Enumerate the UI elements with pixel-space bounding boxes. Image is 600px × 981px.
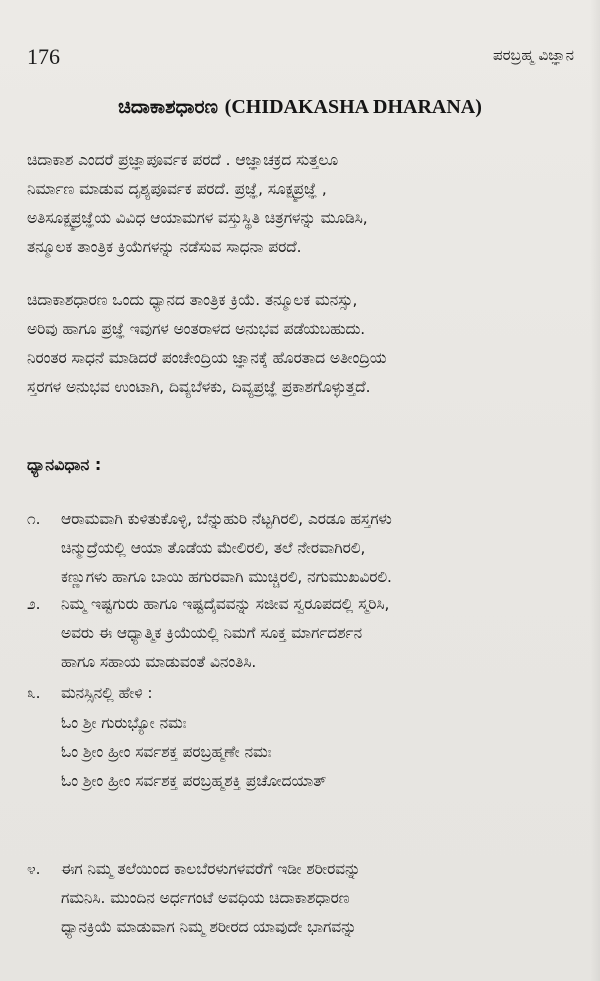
mantra-line: ಓಂ ಶ್ರೀ ಗುರುಭ್ಯೋ ನಮಃ [61,714,187,732]
paragraph-line: ಅತಿಸೂಕ್ಷ್ಮಪ್ರಜ್ಞೆಯ ವಿವಿಧ ಆಯಾಮಗಳ ವಸ್ತುಸ್ಥಿತಿ ಚಿತ್ರಗಳನ್ನು ಮೂಡಿಸಿ, [27,209,368,227]
step-number: ೪. [27,860,41,878]
step-line: ಚಿನ್ಮುದ್ರೆಯಲ್ಲಿ ಆಯಾ ತೊಡೆಯ ಮೇಲಿರಲಿ, ತಲೆ ನೇರವಾಗಿರಲಿ, [61,539,366,557]
method-step-1 [27,505,587,592]
section-title [0,96,600,119]
mantra-line: ಓಂ ಶ್ರೀಂ ಹ್ರೀಂ ಸರ್ವಶಕ್ತ ಪರಬ್ರಹ್ಮಣೇ ನಮಃ [61,743,272,761]
step-line: ಅವರು ಈ ಆಧ್ಯಾತ್ಮಿಕ ಕ್ರಿಯೆಯಲ್ಲಿ ನಿಮಗೆ ಸೂಕ್ತ ಮಾರ್ಗದರ್ಶನ [61,624,362,642]
paragraph-line: ಚಿದಾಕಾಶ ಎಂದರೆ ಪ್ರಜ್ಞಾಪೂರ್ವಕ ಪರದೆ . ಆಜ್ಞಾಚಕ್ರದ ಸುತ್ತಲೂ [27,151,339,169]
step-number: ೩. [27,684,41,702]
section-title-kannada: ಚಿದಾಕಾಶಧಾರಣ [118,96,219,118]
step-line: ಆರಾಮವಾಗಿ ಕುಳಿತುಕೊಳ್ಳಿ, ಬೆನ್ನುಹುರಿ ನೆಟ್ಟಗಿರಲಿ, ಎರಡೂ ಹಸ್ತಗಳು [61,510,392,528]
paragraph-line: ಚಿದಾಕಾಶಧಾರಣ ಒಂದು ಧ್ಯಾನದ ತಾಂತ್ರಿಕ ಕ್ರಿಯೆ. ತನ್ಮೂಲಕ ಮನಸ್ಸು, [27,291,358,309]
paragraph-line: ಸ್ತರಗಳ ಅನುಭವ ಉಂಟಾಗಿ, ದಿವ್ಯಬೆಳಕು, ದಿವ್ಯಪ್ರಜ್ಞೆ ಪ್ರಕಾಶಗೊಳ್ಳುತ್ತದೆ. [27,378,371,396]
section-title-latin: (CHIDAKASHA DHARANA) [224,96,482,118]
step-line: ಮನಸ್ಸಿನಲ್ಲಿ ಹೇಳಿ : [61,684,153,702]
running-header [27,44,574,72]
paragraph-line: ನಿರಂತರ ಸಾಧನೆ ಮಾಡಿದರೆ ಪಂಚೇಂದ್ರಿಯ ಜ್ಞಾನಕ್ಕೆ ಹೊರತಾದ ಅತೀಂದ್ರಿಯ [27,349,387,367]
page-number: 176 [27,44,60,69]
paragraph-description [27,286,582,402]
step-line: ಗಮನಿಸಿ. ಮುಂದಿನ ಅರ್ಧಗಂಟೆ ಅವಧಿಯ ಚಿದಾಕಾಶಧಾರಣ [61,889,350,907]
book-title: ಪರಬ್ರಹ್ಮ ವಿಜ್ಞಾನ [492,46,574,64]
method-step-2 [27,590,587,677]
step-line: ಈಗ ನಿಮ್ಮ ತಲೆಯಿಂದ ಕಾಲಬೆರಳುಗಳವರೆಗೆ ಇಡೀ ಶರೀರವನ್ನು [61,860,361,878]
step-line: ಕಣ್ಣುಗಳು ಹಾಗೂ ಬಾಯಿ ಹಗುರವಾಗಿ ಮುಚ್ಚಿರಲಿ, ನಗುಮುಖವಿರಲಿ. [61,568,392,586]
mantra-block [61,709,326,796]
paragraph-line: ನಿರ್ಮಾಣ ಮಾಡುವ ದೃಶ್ಯಪೂರ್ವಕ ಪರದೆ. ಪ್ರಜ್ಞೆ, ಸೂಕ್ಷ್ಮಪ್ರಜ್ಞೆ , [27,180,327,198]
paragraph-line: ತನ್ಮೂಲಕ ತಾಂತ್ರಿಕ ಕ್ರಿಯೆಗಳನ್ನು ನಡೆಸುವ ಸಾಧನಾ ಪರದೆ. [27,238,302,256]
method-step-3 [27,679,587,708]
step-line: ಹಾಗೂ ಸಹಾಯ ಮಾಡುವಂತೆ ವಿನಂತಿಸಿ. [61,653,257,671]
paragraph-definition [27,146,582,262]
step-number: ೧. [27,510,41,528]
method-heading: ಧ್ಯಾನವಿಧಾನ : [27,455,102,474]
step-line: ಧ್ಯಾನಕ್ರಿಯೆ ಮಾಡುವಾಗ ನಿಮ್ಮ ಶರೀರದ ಯಾವುದೇ ಭಾಗವನ್ನು [61,918,357,936]
page-edge-shadow [590,0,600,981]
step-number: ೨. [27,595,41,613]
mantra-line: ಓಂ ಶ್ರೀಂ ಹ್ರೀಂ ಸರ್ವಶಕ್ತ ಪರಬ್ರಹ್ಮಶಕ್ತಿ ಪ್ರಚೋದಯಾತ್ [61,772,327,790]
paragraph-line: ಅರಿವು ಹಾಗೂ ಪ್ರಜ್ಞೆ ಇವುಗಳ ಅಂತರಾಳದ ಅನುಭವ ಪಡೆಯಬಹುದು. [27,320,366,338]
step-line: ನಿಮ್ಮ ಇಷ್ಟಗುರು ಹಾಗೂ ಇಷ್ಟದೈವವನ್ನು ಸಜೀವ ಸ್ವರೂಪದಲ್ಲಿ ಸ್ಮರಿಸಿ, [61,595,390,613]
method-step-4 [27,855,587,942]
